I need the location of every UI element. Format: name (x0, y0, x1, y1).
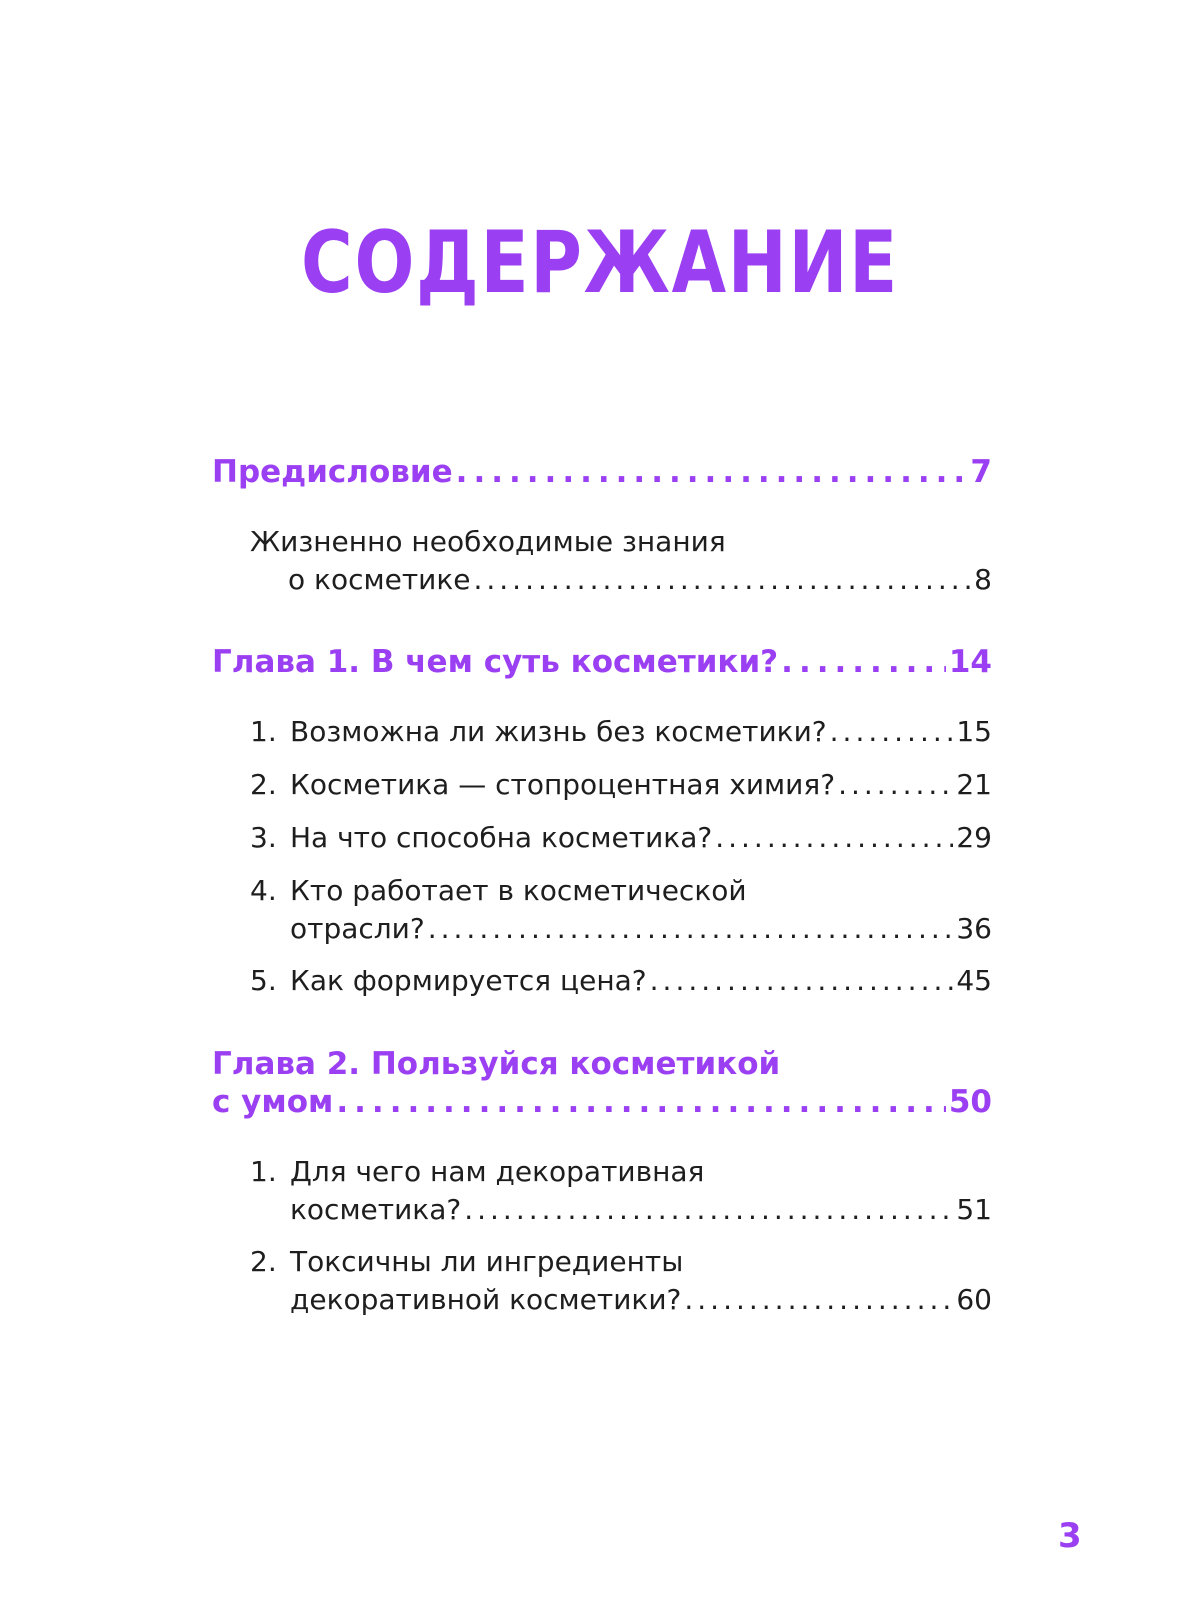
dot-leader (650, 961, 954, 1001)
toc-entry-chapter-1[interactable] (212, 642, 992, 682)
toc-page-number: 14 (948, 644, 992, 680)
dot-leader (684, 1280, 953, 1320)
toc-page-number: 8 (974, 563, 992, 596)
dot-leader (464, 1190, 953, 1230)
toc-page-number: 50 (948, 1084, 992, 1120)
toc-entry-label: отрасли? (290, 912, 425, 945)
toc-entry-chapter-2[interactable] (212, 1082, 992, 1122)
dot-leader (830, 712, 954, 752)
toc-entry-label: Предисловие (212, 454, 453, 490)
toc-entry-label: На что способна косметика? (290, 821, 713, 854)
toc-entry-label: Косметика — стопроцентная химия? (290, 768, 836, 801)
dot-leader (473, 560, 971, 600)
item-number: 5. (250, 964, 277, 997)
dot-leader (781, 642, 946, 682)
item-number: 3. (250, 821, 277, 854)
toc-item-ch1-5[interactable] (250, 961, 992, 1001)
item-number: 2. (250, 1245, 277, 1278)
toc-page-number: 36 (956, 912, 992, 945)
toc-item-ch1-3[interactable] (250, 818, 992, 858)
dot-leader (838, 765, 953, 805)
toc-item-ch2-1[interactable] (290, 1190, 992, 1230)
toc-page-number: 21 (956, 768, 992, 801)
item-number: 4. (250, 874, 277, 907)
toc-entry-label: Кто работает в косметической (290, 874, 747, 907)
toc-item-ch1-4-line1 (250, 871, 747, 911)
toc-page-number: 15 (956, 715, 992, 748)
toc-entry-label: Возможна ли жизнь без косметики? (290, 715, 827, 748)
toc-entry-label: Как формируется цена? (290, 964, 647, 997)
toc-page-number: 45 (956, 964, 992, 997)
toc-item-ch1-4[interactable] (290, 909, 992, 949)
toc-entry-label: Токсичны ли ингредиенты (290, 1245, 684, 1278)
toc-entry-label: с умом (212, 1084, 334, 1120)
item-number: 2. (250, 768, 277, 801)
toc-item-ch2-2[interactable] (290, 1280, 992, 1320)
toc-entry-label: косметика? (290, 1193, 462, 1226)
toc-page-number: 51 (956, 1193, 992, 1226)
page-title: СОДЕРЖАНИЕ (301, 213, 899, 313)
toc-item-ch2-2-line1 (250, 1242, 683, 1282)
toc-page-number: 7 (970, 454, 992, 490)
toc-item-ch1-1[interactable] (250, 712, 992, 752)
toc-entry-label: Глава 1. В чем суть косметики? (212, 644, 779, 680)
toc-entry-preface[interactable] (212, 452, 992, 492)
item-number: 1. (250, 715, 277, 748)
page-number-folio: 3 (1058, 1516, 1082, 1556)
toc-item-ch2-1-line1 (250, 1152, 704, 1192)
toc-item-ch1-2[interactable] (250, 765, 992, 805)
toc-entry-label: о косметике (288, 563, 471, 596)
toc-entry-essentials[interactable] (288, 560, 992, 600)
dot-leader (456, 452, 968, 492)
item-number: 1. (250, 1155, 277, 1188)
toc-entry-label: Для чего нам декоративная (290, 1155, 705, 1188)
toc-entry-essentials-line1: Жизненно необходимые знания (250, 525, 726, 558)
toc-page-number: 60 (956, 1283, 992, 1316)
toc-entry-chapter-2-line1: Глава 2. Пользуйся косметикой (212, 1046, 781, 1082)
dot-leader (428, 909, 954, 949)
dot-leader (715, 818, 953, 858)
toc-entry-label: декоративной косметики? (290, 1283, 682, 1316)
dot-leader (336, 1082, 946, 1122)
toc-page-number: 29 (956, 821, 992, 854)
